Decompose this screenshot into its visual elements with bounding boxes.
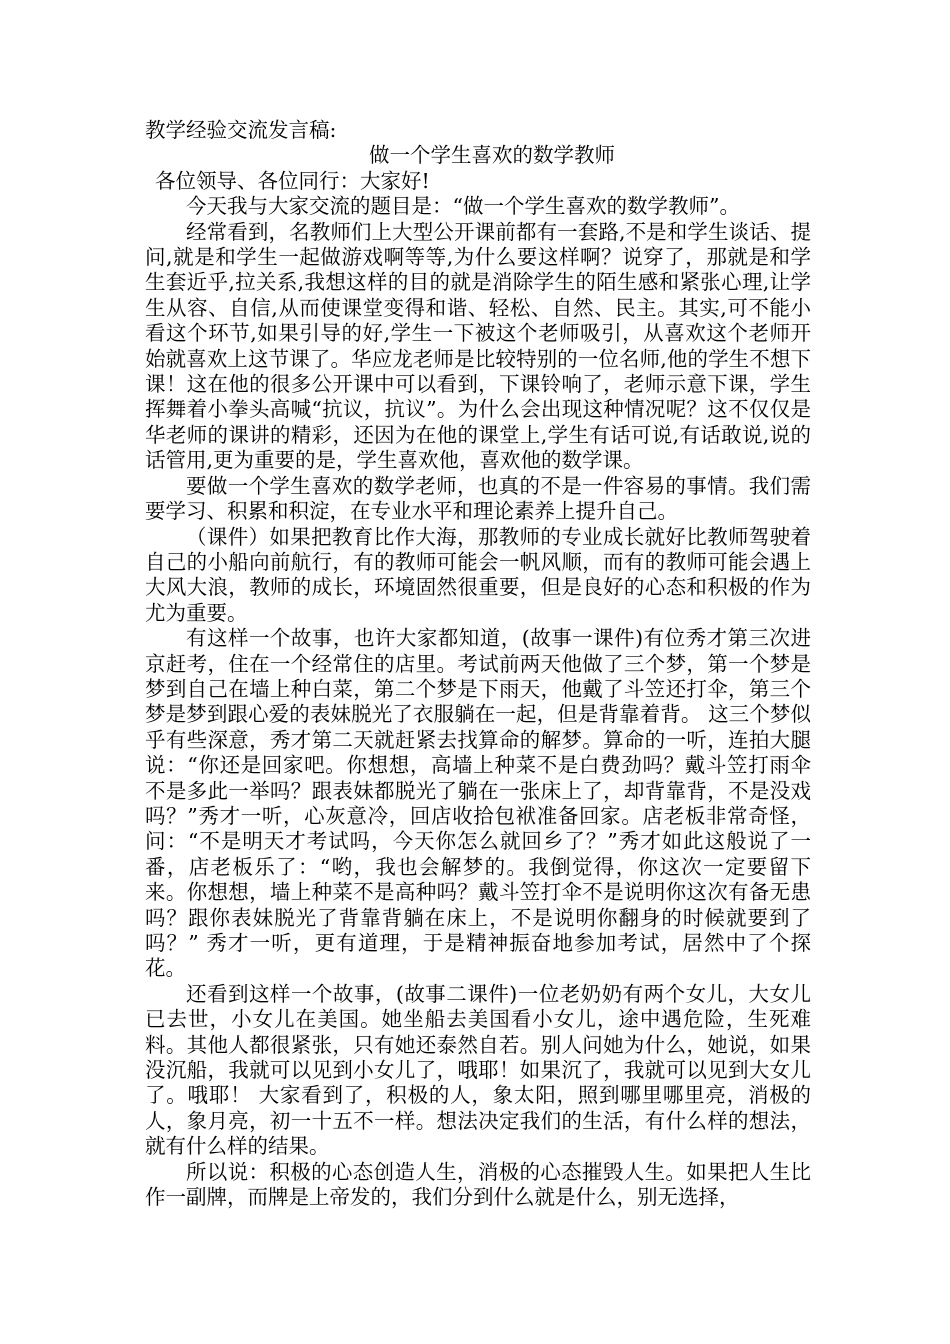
- document-page: [145, 118, 811, 1210]
- paragraph-conclusion: 所以说：积极的心态创造人生，消极的心态摧毁人生。如果把人生比作一副牌，而牌是上帝发的，我们分到什么就是什么，别无选择，: [145, 1159, 811, 1210]
- salutation: 各位领导、各位同行：大家好!: [155, 168, 430, 193]
- paragraph-open-class: 经常看到，名教师们上大型公开课前都有一套路,不是和学生谈话、提问,就是和学生一起做游戏啊等等,为什么要这样啊？说穿了，那就是和学生套近乎,拉关系,我想这样的目的就是消除学生的陌生感和紧张心理,让学生从容、自信,从而使课堂变得和谐、轻松、自然、民主。其实,可不能小看这个环节,如果引导的好,学生一下被这个老师吸引，从喜欢这个老师开始就喜欢上这节课了。华应龙老师是比较特别的一位名师,他的学生不想下课！这在他的很多公开课中可以看到，下课铃响了，老师示意下课，学生挥舞着小拳头高喊“抗议，抗议”。为什么会出现这种情况呢？这不仅仅是华老师的课讲的精彩，还因为在他的课堂上,学生有话可说,有话敢说,说的话管用,更为重要的是，学生喜欢他，喜欢他的数学课。: [145, 219, 811, 473]
- paragraph-scholar-story: 有这样一个故事，也许大家都知道，(故事一课件)有位秀才第三次进京赶考，住在一个经常住的店里。考试前两天他做了三个梦，第一个梦是梦到自己在墙上种白菜，第二个梦是下雨天，他戴了斗笠还打伞，第三个梦是梦到跟心爱的表妹脱光了衣服躺在一起，但是背靠着背。 这三个梦似乎有些深意，秀才第二天就赶紧去找算命的解梦。算命的一听，连拍大腿说：“你还是回家吧。你想想，高墙上种菜不是白费劲吗？戴斗笠打雨伞不是多此一举吗？跟表妹都脱光了躺在一张床上了，却背靠背，不是没戏吗？”秀才一听，心灰意冷，回店收拾包袱准备回家。店老板非常奇怪，问：“不是明天才考试吗，今天你怎么就回乡了？”秀才如此这般说了一番，店老板乐了：“哟，我也会解梦的。我倒觉得，你这次一定要留下来。你想想，墙上种菜不是高种吗？戴斗笠打伞不是说明你这次有备无患吗？跟你表妹脱光了背靠背躺在床上，不是说明你翻身的时候就要到了吗？” 秀才一听，更有道理，于是精神振奋地参加考试，居然中了个探花。: [145, 626, 811, 981]
- document-heading: 教学经验交流发言稿:: [145, 118, 337, 142]
- paragraph-topic: 今天我与大家交流的题目是：“做一个学生喜欢的数学教师”。: [186, 194, 740, 219]
- paragraph-difficulty: 要做一个学生喜欢的数学老师，也真的不是一件容易的事情。我们需要学习、积累和积淀，在专业水平和理论素养上提升自己。: [145, 473, 811, 524]
- paragraph-grandmother-story: 还看到这样一个故事，(故事二课件)一位老奶奶有两个女儿，大女儿已去世，小女儿在美国。她坐船去美国看小女儿，途中遇危险，生死难料。其他人都很紧张，只有她还泰然自若。别人问她为什么，她说，如果没沉船，我就可以见到小女儿了，哦耶！如果沉了，我就可以见到大女儿了。哦耶！ 大家看到了，积极的人，象太阳，照到哪里哪里亮，消极的人，象月亮，初一十五不一样。想法决定我们的生活，有什么样的想法，就有什么样的结果。: [145, 981, 811, 1159]
- paragraph-ocean-metaphor: （课件）如果把教育比作大海，那教师的专业成长就好比教师驾驶着自己的小船向前航行，有的教师可能会一帆风顺，而有的教师可能会遇上大风大浪，教师的成长，环境固然很重要，但是良好的心态和积极的作为尤为重要。: [145, 524, 811, 625]
- speech-title: 做一个学生喜欢的数学教师: [369, 143, 615, 168]
